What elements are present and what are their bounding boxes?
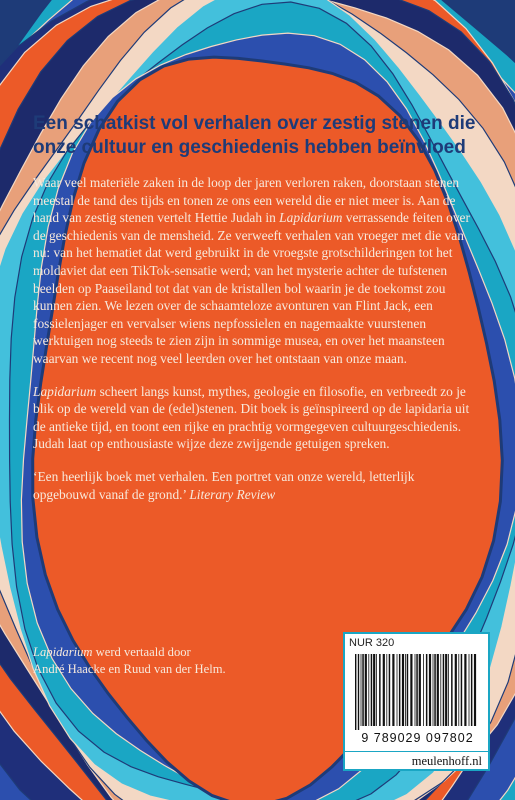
barcode-bar <box>426 654 428 726</box>
barcode-bar <box>361 654 362 726</box>
barcode-bar <box>392 654 394 726</box>
barcode-bar <box>464 654 466 726</box>
isbn-barcode <box>353 654 482 730</box>
translator-credit <box>33 644 293 678</box>
translator-names: André Haacke en Ruud van der Helm. <box>33 662 226 676</box>
description-paragraph-2 <box>33 383 478 453</box>
barcode-bar <box>455 654 457 726</box>
book-title-inline: Lapidarium <box>33 383 97 399</box>
barcode-bar <box>410 654 412 726</box>
publisher-url: meulenhoff.nl <box>345 751 488 769</box>
barcode-bar <box>368 654 369 726</box>
barcode-bar <box>429 654 431 726</box>
paragraph-2-body: scheert langs kunst, mythes, geologie en filosofie, en verbreedt zo je blik op de wereld van de (edel)stenen. Dit boek is geïnspireerd op de lapidaria uit de antieke tijd, en toont een rijke en prachtig vormgegeven cultuurgeschiedenis. Judah laat op enthousiaste wijze deze zwijgende getuigen spreken. <box>33 383 470 452</box>
barcode-bar <box>474 654 476 726</box>
barcode-bar <box>365 654 367 726</box>
barcode-bar <box>397 654 398 726</box>
barcode-bar <box>416 654 418 726</box>
barcode-bar <box>362 654 364 726</box>
quote-source: Literary Review <box>189 486 276 502</box>
barcode-bar <box>440 654 441 726</box>
barcode-bar <box>371 654 373 726</box>
barcode-bar <box>415 654 416 726</box>
barcode-bar <box>373 654 375 726</box>
translator-line-1: werd vertaald door <box>92 645 191 659</box>
barcode-bar <box>407 654 409 726</box>
barcode-bar <box>448 654 449 726</box>
barcode-bar <box>434 654 436 726</box>
barcode-bar <box>376 654 377 726</box>
barcode-bar <box>358 654 359 730</box>
barcode-bar <box>355 654 356 730</box>
barcode-bar <box>469 654 470 726</box>
barcode-bar <box>383 654 385 726</box>
book-title-inline: Lapidarium <box>33 645 93 659</box>
barcode-bar <box>461 654 463 726</box>
barcode-bar <box>379 654 381 726</box>
barcode-bar <box>386 654 387 726</box>
description-paragraph-1 <box>33 174 478 368</box>
barcode-bar <box>445 654 447 726</box>
barcode-bar <box>423 654 424 726</box>
barcode-bar <box>451 654 453 726</box>
paragraph-1-body: verrassende feiten over de geschiedenis van de mensheid. Ze verweeft verhalen van vroeger met die van nu: van het hematiet dat werd gebruikt in de vroegste grotschilderingen tot het moldaviet dat een TikTok-sensatie werd; van het mysterie achter de tufstenen beelden op Paaseiland tot dat van de kristallen bol waarin je de toekomst zou kunnen zien. We lezen over de schaamteloze avonturen van Flint Jack, een fossielenjager en vervalser wiens nepfossielen en nagemaakte vuurstenen werktuigen nog steeds te zien zijn in sommige musea, en over het maansteen waarvan we recent nog veel leerden over het ontstaan van onze maan. <box>33 210 470 366</box>
barcode-panel <box>343 632 490 771</box>
quote-text: ‘Een heerlijk boek met verhalen. Een portret van onze wereld, letterlijk opgebouwd vanaf de grond.’ <box>33 468 415 502</box>
barcode-bar <box>458 654 459 726</box>
back-cover-text <box>33 112 478 503</box>
barcode-bar <box>389 654 391 726</box>
barcode-bar <box>443 654 445 726</box>
barcode-bar <box>405 654 406 726</box>
book-title-inline: Lapidarium <box>279 210 343 226</box>
barcode-bar <box>433 654 434 726</box>
review-quote <box>33 468 478 503</box>
barcode-bar <box>399 654 401 726</box>
barcode-bar <box>402 654 404 726</box>
barcode-bar <box>471 654 473 726</box>
barcode-bar <box>437 654 439 726</box>
nur-code: NUR 320 <box>349 637 395 649</box>
tagline: Een schatkist vol verhalen over zestig stenen die onze cultuur en geschiedenis hebben beïnvloed <box>33 113 476 158</box>
isbn-number: 9 789029 097802 <box>361 731 474 745</box>
paragraph-1-intro: Waar veel materiële zaken in de loop der jaren verloren raken, doorstaan stenen meestal de tand des tijds en tonen ze ons een wereld die er niet meer is. Aan de hand van zestig stenen vertelt Hettie Judah in <box>33 175 460 226</box>
barcode-bar <box>419 654 421 726</box>
